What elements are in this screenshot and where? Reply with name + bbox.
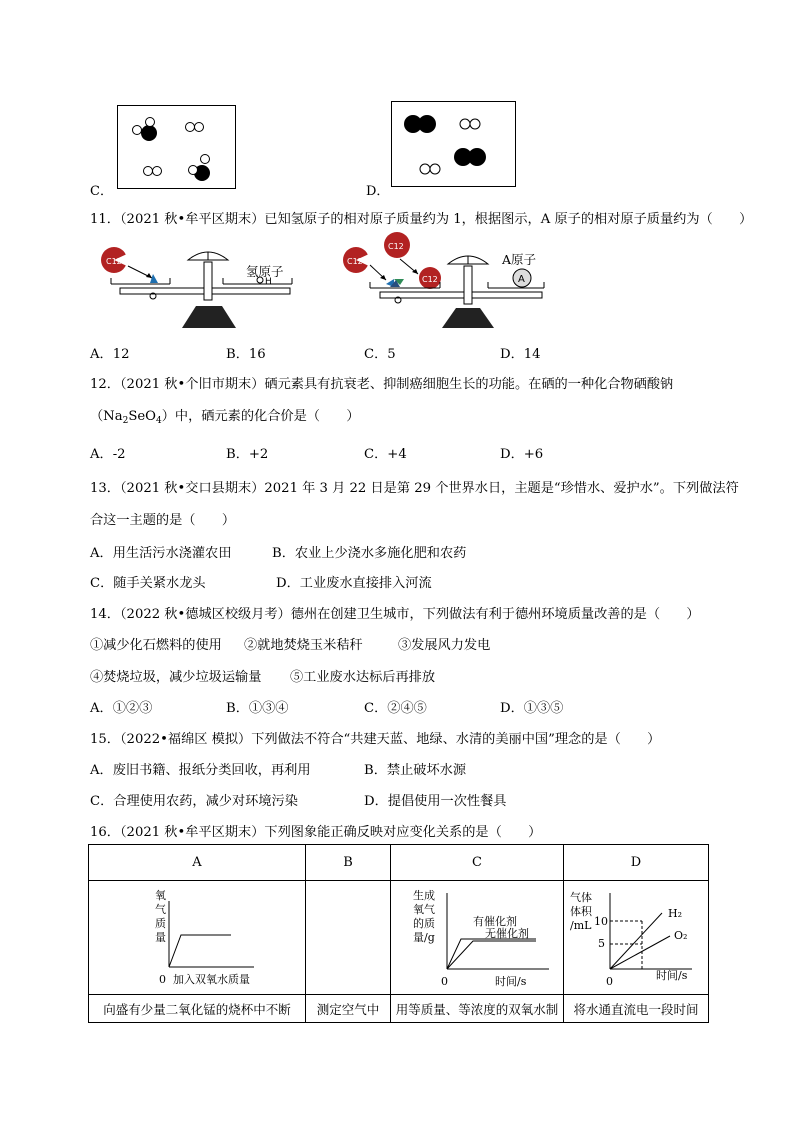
q16-chart-a-ylabel-4: 量 bbox=[155, 931, 166, 944]
q11-stem: 11．（2021 秋•牟平区期末）已知氢原子的相对原子质量约为 1，根据图示，A 原子的相对原子质量约为（ ） bbox=[90, 212, 753, 227]
q16-chart-c bbox=[391, 881, 563, 995]
q12-option-c[interactable]: C．+4 bbox=[364, 447, 407, 462]
q16-chart-d-series-o2: O₂ bbox=[674, 929, 688, 942]
q12-option-d[interactable]: D．+6 bbox=[500, 447, 544, 462]
q11-fig2-piece-3: C12 bbox=[422, 275, 438, 284]
q11-fig2-piece-2: C12 bbox=[388, 242, 404, 251]
q15-option-c[interactable]: C．合理使用农药，减少对环境污染 bbox=[90, 794, 298, 809]
q11-option-c[interactable]: C．5 bbox=[364, 347, 396, 362]
q11-a-atom-label: A原子 bbox=[502, 252, 537, 267]
q12-option-a[interactable]: A．-2 bbox=[90, 447, 126, 462]
q11-fig1-piece-text: C12 bbox=[106, 257, 122, 266]
q14-option-c[interactable]: C．②④⑤ bbox=[364, 701, 427, 716]
q15-option-b[interactable]: B．禁止破坏水源 bbox=[364, 763, 467, 778]
q16-chart-c-ylabel-2: 氧气 bbox=[413, 903, 435, 916]
q16-chart-c-cell bbox=[391, 881, 564, 995]
q13-option-b[interactable]: B．农业上少浇水多施化肥和农药 bbox=[272, 546, 467, 561]
q13-option-a[interactable]: A．用生活污水浇灌农田 bbox=[90, 546, 232, 561]
q12-option-b[interactable]: B．+2 bbox=[226, 447, 269, 462]
q14-item-5: ⑤工业废水达标后再排放 bbox=[290, 670, 436, 685]
q16-chart-a-ylabel-3: 质 bbox=[155, 917, 166, 930]
q15-option-d[interactable]: D．提倡使用一次性餐具 bbox=[364, 794, 507, 809]
q16-caption-d: 将水通直流电一段时间 bbox=[564, 995, 709, 1023]
q10-option-c-label: C． bbox=[90, 184, 113, 199]
q16-header-a: A bbox=[89, 845, 306, 881]
q16-chart-d-ylabel-2: 体积 bbox=[570, 905, 592, 918]
q12-stem-line2: $(Na_2SeO_4)$中，硒元素的化合价是（ ） bbox=[90, 409, 360, 426]
q14-option-d[interactable]: D．①③⑤ bbox=[500, 701, 564, 716]
q16-chart-a bbox=[89, 881, 305, 995]
q16-stem: 16．（2021 秋•牟平区期末）下列图象能正确反映对应变化关系的是（ ） bbox=[90, 825, 542, 840]
q16-chart-c-series-2: 无催化剂 bbox=[485, 927, 529, 940]
q16-caption-b: 测定空气中 bbox=[306, 995, 391, 1023]
q16-chart-c-ylabel-3: 的质 bbox=[413, 917, 435, 930]
q16-header-b: B bbox=[306, 845, 391, 881]
q15-stem: 15．（2022•福绵区 模拟）下列做法不符合“共建天蓝、地绿、水清的美丽中国”理念的是（ ） bbox=[90, 732, 661, 747]
q16-chart-a-xlabel: 加入双氧水质量 bbox=[173, 973, 250, 986]
q11-balance-figure-2 bbox=[342, 232, 554, 332]
q16-header-c: C bbox=[391, 845, 564, 881]
q16-chart-a-ylabel-1: 氧 bbox=[155, 889, 166, 902]
q12-stem-line1: 12．（2021 秋•个旧市期末）硒元素具有抗衰老、抑制癌细胞生长的功能。在硒的一种化合物硒酸钠 bbox=[90, 377, 674, 392]
q16-chart-a-origin: 0 bbox=[159, 973, 166, 986]
q14-item-1: ①减少化石燃料的使用 bbox=[90, 638, 222, 653]
q16-chart-d-series-h2: H₂ bbox=[668, 907, 683, 920]
q10-option-d-diagram bbox=[391, 101, 517, 188]
q16-chart-d-ylabel-1: 气体 bbox=[570, 891, 592, 904]
q16-chart-c-xlabel: 时间/s bbox=[495, 975, 527, 988]
q16-chart-c-series-1: 有催化剂 bbox=[473, 915, 517, 928]
q13-stem-line2: 合这一主题的是（ ） bbox=[90, 513, 236, 528]
q10-option-c-diagram bbox=[117, 105, 237, 190]
q11-option-d[interactable]: D．14 bbox=[500, 347, 541, 362]
q16-caption-a: 向盛有少量二氧化锰的烧杯中不断 bbox=[89, 995, 306, 1023]
q16-chart-d-tick-5: 5 bbox=[598, 937, 605, 950]
q11-hydrogen-label: 氢原子 bbox=[246, 264, 284, 279]
q16-chart-d-origin: 0 bbox=[606, 975, 613, 988]
q16-chart-d-ylabel-3: /mL bbox=[570, 919, 592, 932]
q13-option-c[interactable]: C．随手关紧水龙头 bbox=[90, 576, 206, 591]
q16-chart-d-cell bbox=[564, 881, 709, 995]
q16-chart-a-cell bbox=[89, 881, 306, 995]
q16-chart-c-ylabel-1: 生成 bbox=[413, 889, 435, 902]
q16-chart-d bbox=[564, 881, 708, 995]
q16-chart-c-ylabel-4: 量/g bbox=[413, 931, 435, 944]
q11-a-atom-text: A bbox=[518, 274, 525, 285]
q11-balance-figure-1 bbox=[98, 240, 308, 332]
q15-option-a[interactable]: A．废旧书籍、报纸分类回收，再利用 bbox=[90, 763, 311, 778]
q14-item-4: ④焚烧垃圾，减少垃圾运输量 bbox=[90, 670, 262, 685]
q16-caption-c: 用等质量、等浓度的双氧水制 bbox=[391, 995, 564, 1023]
q14-option-b[interactable]: B．①③④ bbox=[226, 701, 289, 716]
q16-table bbox=[88, 844, 709, 1023]
q16-header-d: D bbox=[564, 845, 709, 881]
q11-fig2-piece-1: C12 bbox=[347, 257, 363, 266]
q11-option-a[interactable]: A．12 bbox=[90, 347, 130, 362]
q16-chart-a-ylabel-2: 气 bbox=[155, 903, 166, 916]
q13-stem-line1: 13．（2021 秋•交口县期末）2021 年 3 月 22 日是第 29 个世界水日，主题是“珍惜水、爱护水”。下列做法符 bbox=[90, 481, 739, 496]
q14-item-2: ②就地焚烧玉米秸秆 bbox=[244, 638, 363, 653]
q14-item-3: ③发展风力发电 bbox=[398, 638, 491, 653]
q13-option-d[interactable]: D．工业废水直接排入河流 bbox=[276, 576, 432, 591]
q16-chart-d-xlabel: 时间/s bbox=[656, 969, 688, 982]
q11-option-b[interactable]: B．16 bbox=[226, 347, 266, 362]
q10-option-d-label: D． bbox=[366, 184, 390, 199]
q16-chart-c-origin: 0 bbox=[441, 975, 448, 988]
q14-stem: 14．（2022 秋•德城区校级月考）德州在创建卫生城市，下列做法有利于德州环境质量改善的是（ ） bbox=[90, 607, 700, 622]
q16-chart-d-tick-10: 10 bbox=[594, 915, 608, 928]
svg-text:H: H bbox=[265, 277, 272, 287]
q14-option-a[interactable]: A．①②③ bbox=[90, 701, 153, 716]
q16-chart-b-cell bbox=[306, 881, 391, 995]
